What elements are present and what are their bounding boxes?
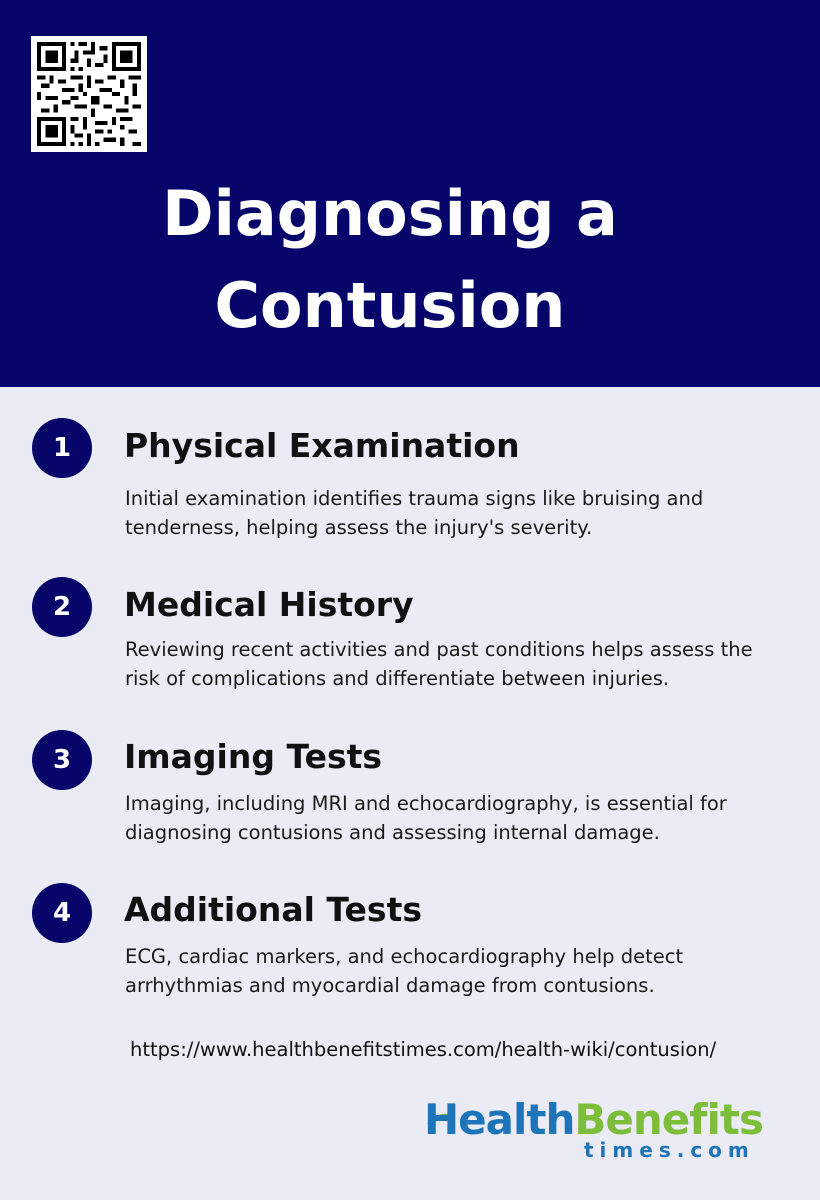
health-benefits-times-logo	[424, 1095, 770, 1164]
logo-part-health: Health	[424, 1095, 575, 1144]
step-title: Additional Tests	[124, 890, 422, 929]
page-title	[0, 168, 780, 352]
header-banner	[0, 0, 820, 387]
step-description: Initial examination identifies trauma signs like bruising and tenderness, helping assess the injury's severity.	[125, 487, 704, 539]
step-number-badge: 2	[32, 577, 92, 637]
logo-part-benefits: Benefits	[574, 1095, 763, 1144]
step-description: Imaging, including MRI and echocardiography, is essential for diagnosing contusions and assessing internal damage.	[125, 792, 727, 844]
step-number-badge: 3	[32, 730, 92, 790]
source-url[interactable]: https://www.healthbenefitstimes.com/health-wiki/contusion/	[130, 1038, 717, 1061]
step-description: ECG, cardiac markers, and echocardiography help detect arrhythmias and myocardial damage from contusions.	[125, 945, 684, 997]
step-number-badge: 4	[32, 883, 92, 943]
logo-wordmark	[424, 1095, 763, 1144]
step-title: Physical Examination	[124, 426, 520, 465]
step-title: Medical History	[124, 585, 414, 624]
page-title-line-1: Diagnosing a	[162, 177, 618, 250]
step-number-badge: 1	[32, 418, 92, 478]
qr-code-icon	[31, 36, 147, 152]
step-title: Imaging Tests	[124, 737, 383, 776]
logo-subtitle: times.com	[584, 1138, 755, 1162]
page-title-line-2: Contusion	[214, 269, 566, 342]
step-description: Reviewing recent activities and past conditions helps assess the risk of complications and differentiate between injuries.	[125, 638, 753, 690]
